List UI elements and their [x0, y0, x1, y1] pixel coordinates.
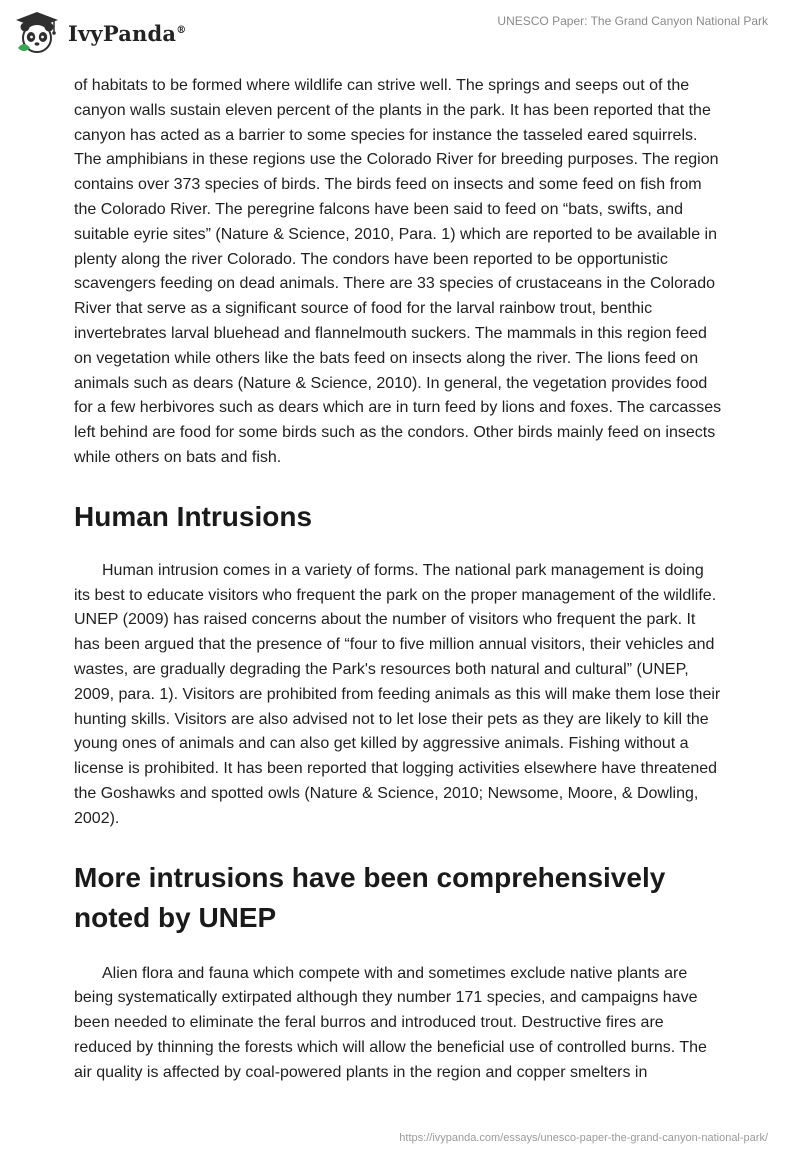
- paragraph-human-intrusions: Human intrusion comes in a variety of forms. The national park management is doing its best to educate visitors who frequent the park on the proper management of the wildlife. UNEP (2009) has raised concerns about the number of visitors who frequent the park. It has been argued that the presence of “four to five million annual visitors, their vehicles and wastes, are gradually degrading the Park's resources both natural and cultural” (UNEP, 2009, para. 1). Visitors are prohibited from feeding animals as this will make them lose their hunting skills. Visitors are also advised not to let lose their pets as they are likely to kill the young ones of animals and can also get killed by aggressive animals. Fishing without a license is prohibited. It has been reported that logging activities elsewhere have threatened the Goshawks and spotted owls (Nature & Science, 2010; Newsome, Moore, & Dowling, 2002).: [74, 561, 721, 827]
- brand-name: [68, 21, 186, 46]
- heading-human-intrusions: Human Intrusions: [74, 500, 313, 532]
- paragraph-more-intrusions: Alien flora and fauna which compete with and sometimes exclude native plants are being systematically extirpated although they number 171 species, and campaigns have been needed to eliminate the feral burros and introduced trout. Destructive fires are reduced by thinning the forests which will allow the beneficial use of controlled burns. The air quality is affected by coal-powered plants in the region and copper smelters in: [74, 964, 707, 1081]
- document-title: UNESCO Paper: The Grand Canyon National Park: [497, 14, 768, 28]
- essay-body: [74, 70, 724, 1086]
- paragraph-intro: of habitats to be formed where wildlife can strive well. The springs and seeps out of the canyon walls sustain eleven percent of the plants in the park. It has been reported that the canyon has acted as a barrier to some species for instance the tasseled eared squirrels. The amphibians in these regions use the Colorado River for breeding purposes. The region contains over 373 species of birds. The birds feed on insects and some feed on fish from the Colorado River. The peregrine falcons have been said to feed on “bats, swifts, and suitable eyrie sites” (Nature & Science, 2010, Para. 1) which are reported to be available in plenty along the river Colorado. The condors have been reported to be opportunistic scavengers feeding on dead animals. There are 33 species of crustaceans in the Colorado River that serve as a significant source of food for the larval rainbow trout, benthic invertebrates larval bluehead and flannelmouth suckers. The mammals in this region feed on vegetation while others like the bats feed on insects along the river. The lions feed on animals such as dears (Nature & Science, 2010). In general, the vegetation provides food for a few herbivores such as dears which are in turn feed by lions and foxes. The carcasses left behind are food for some birds such as the condors. Other birds mainly feed on insects while others on bats and fish.: [74, 77, 722, 466]
- page-header: [0, 0, 800, 70]
- source-url[interactable]: https://ivypanda.com/essays/unesco-paper-the-grand-canyon-national-park/: [399, 1132, 768, 1144]
- brand-logo[interactable]: [14, 10, 186, 56]
- brand-registered-mark: ®: [176, 24, 187, 36]
- brand-name-text: IvyPanda: [68, 20, 177, 46]
- panda-logo-icon: [14, 10, 60, 56]
- heading-more-intrusions: More intrusions have been comprehensively noted by UNEP: [74, 861, 666, 933]
